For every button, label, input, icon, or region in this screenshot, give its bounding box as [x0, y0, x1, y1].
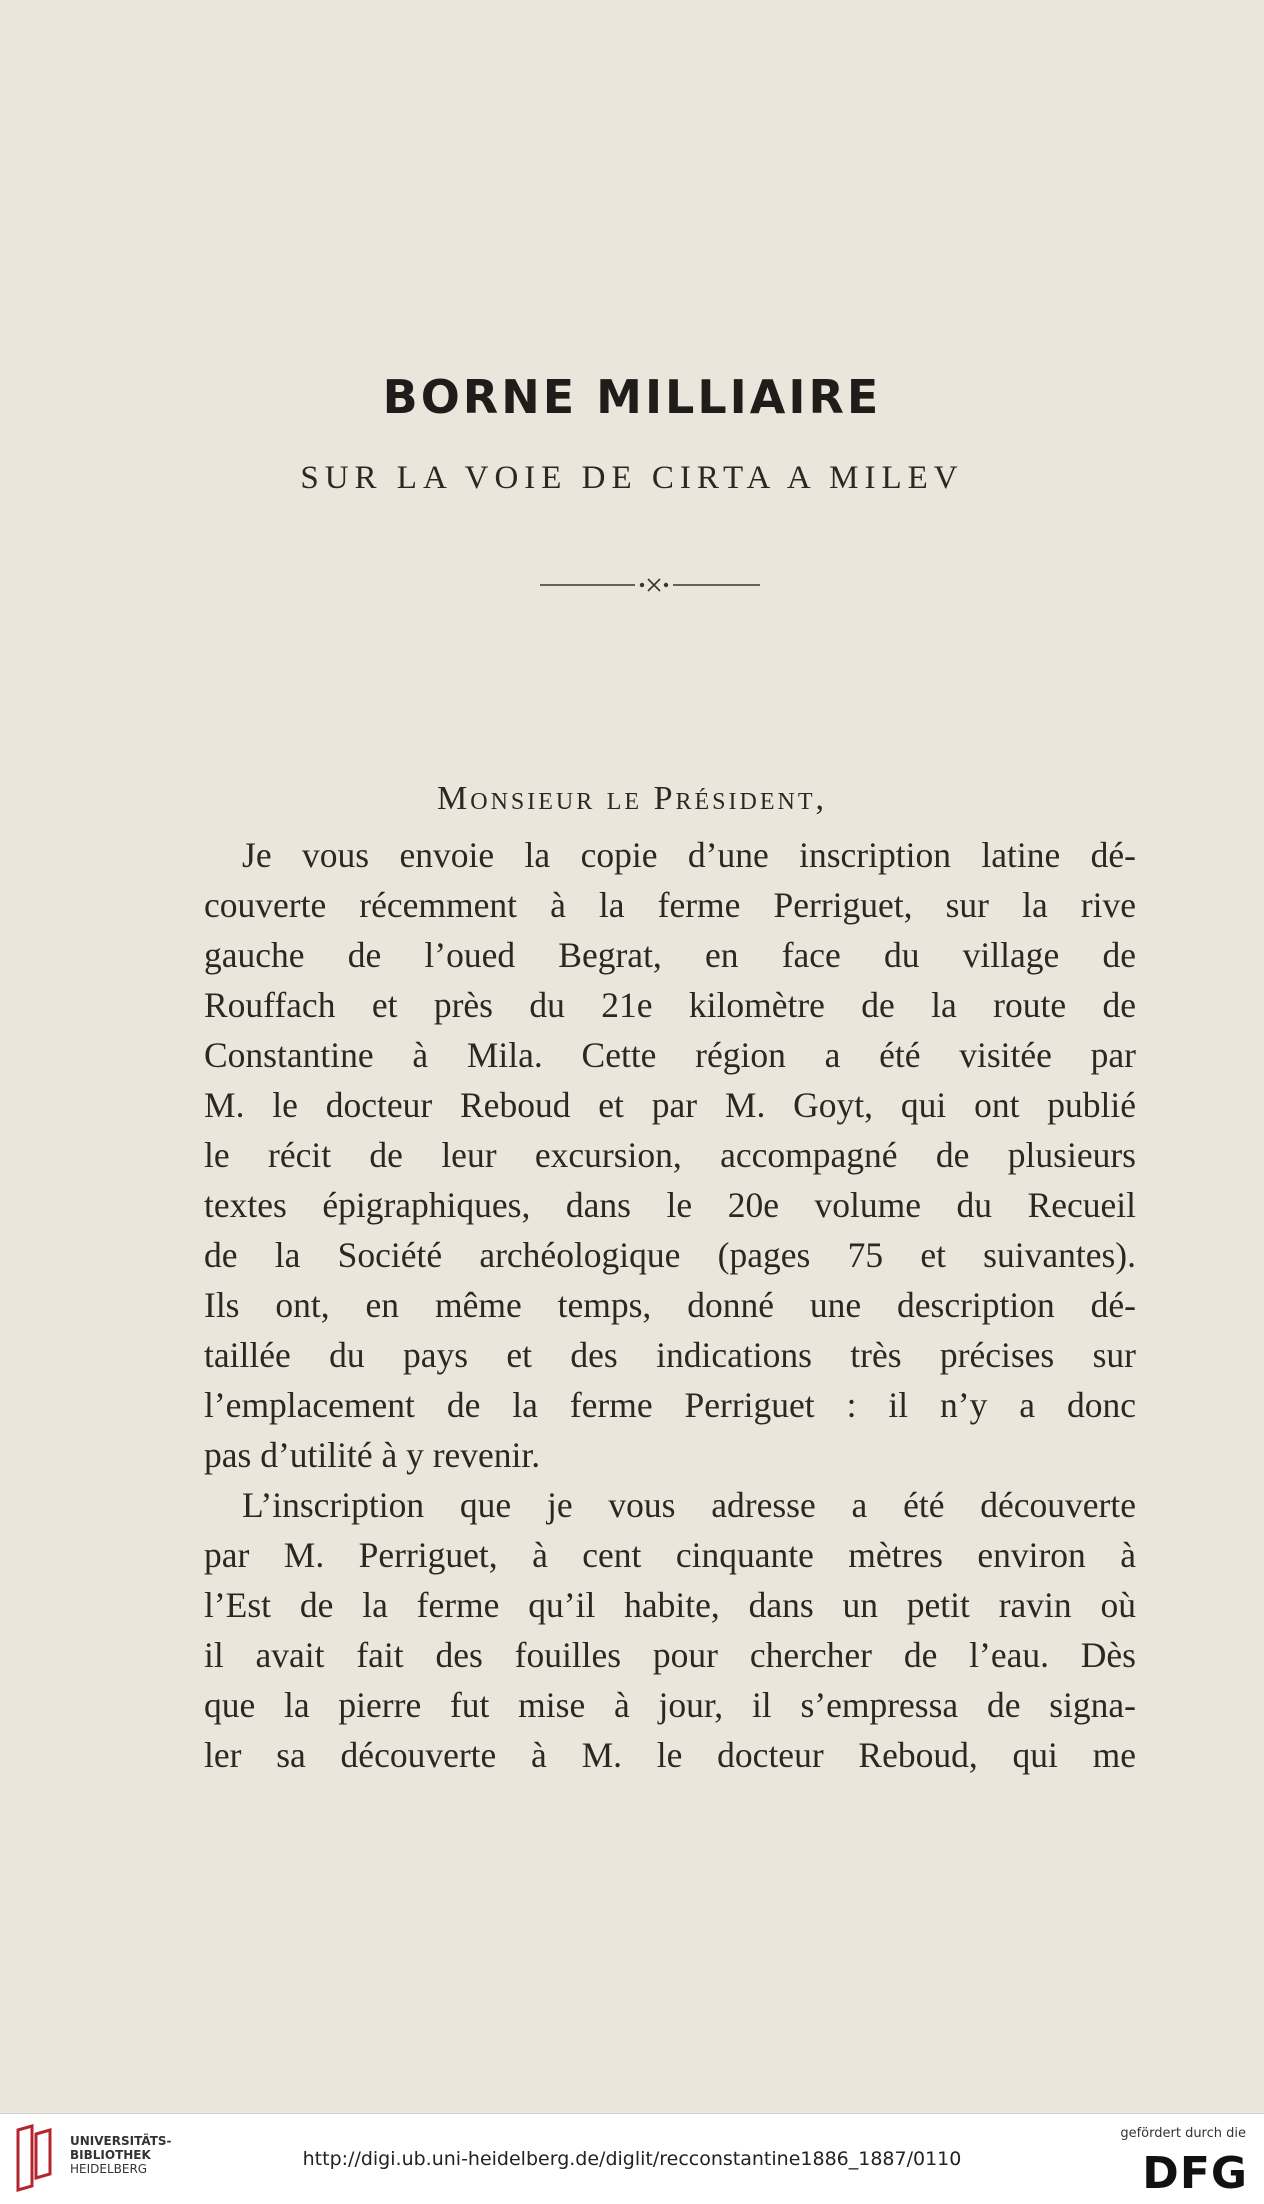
text-line: de la Société archéologique (pages 75 et suivantes).: [204, 1235, 1136, 1275]
text-line: gauche de l’oued Begrat, en face du village de: [204, 935, 1136, 975]
text-line: M. le docteur Reboud et par M. Goyt, qui ont publié: [204, 1085, 1136, 1125]
funded-by-label: gefördert durch die: [1120, 2126, 1246, 2141]
text-line: par M. Perriguet, à cent cinquante mètres environ à: [204, 1535, 1136, 1575]
library-name-line-3: HEIDELBERG: [70, 2162, 148, 2176]
text-line: le récit de leur excursion, accompagné de plusieurs: [204, 1135, 1136, 1175]
text-line: Rouffach et près du 21e kilomètre de la route de: [204, 985, 1136, 1025]
permalink-url[interactable]: http://digi.ub.uni-heidelberg.de/diglit/recconstantine1886_1887/0110: [302, 2148, 962, 2170]
body-text: [204, 830, 1136, 1780]
article-subtitle: SUR LA VOIE DE CIRTA A MILEV: [300, 460, 964, 496]
text-line: Je vous envoie la copie d’une inscription latine dé-: [242, 835, 1136, 875]
dfg-logo: DFG: [1142, 2148, 1248, 2199]
salutation: Monsieur le Président,: [437, 780, 827, 817]
text-line: pas d’utilité à y revenir.: [204, 1435, 541, 1475]
library-name-line-2: BIBLIOTHEK: [70, 2148, 151, 2162]
text-line: que la pierre fut mise à jour, il s’empressa de signa-: [204, 1685, 1136, 1725]
text-line: l’emplacement de la ferme Perriguet : il n’y a donc: [204, 1385, 1136, 1425]
text-line: textes épigraphiques, dans le 20e volume du Recueil: [204, 1185, 1136, 1225]
article-title: BORNE MILLIAIRE: [382, 370, 882, 424]
text-line: couverte récemment à la ferme Perriguet, sur la rive: [204, 885, 1136, 925]
library-name-line-1: UNIVERSITÄTS-: [70, 2134, 172, 2148]
text-line: taillée du pays et des indications très précises sur: [204, 1335, 1136, 1375]
text-line: ler sa découverte à M. le docteur Reboud, qui me: [204, 1735, 1136, 1775]
text-line: Constantine à Mila. Cette région a été visitée par: [204, 1035, 1136, 1075]
footer-bar: [0, 2113, 1264, 2204]
text-line: il avait fait des fouilles pour chercher de l’eau. Dès: [204, 1635, 1136, 1675]
ornament-divider: [540, 575, 760, 595]
text-line: l’Est de la ferme qu’il habite, dans un petit ravin où: [204, 1585, 1136, 1625]
text-line: L’inscription que je vous adresse a été découverte: [242, 1485, 1136, 1525]
text-line: Ils ont, en même temps, donné une description dé-: [204, 1285, 1136, 1325]
